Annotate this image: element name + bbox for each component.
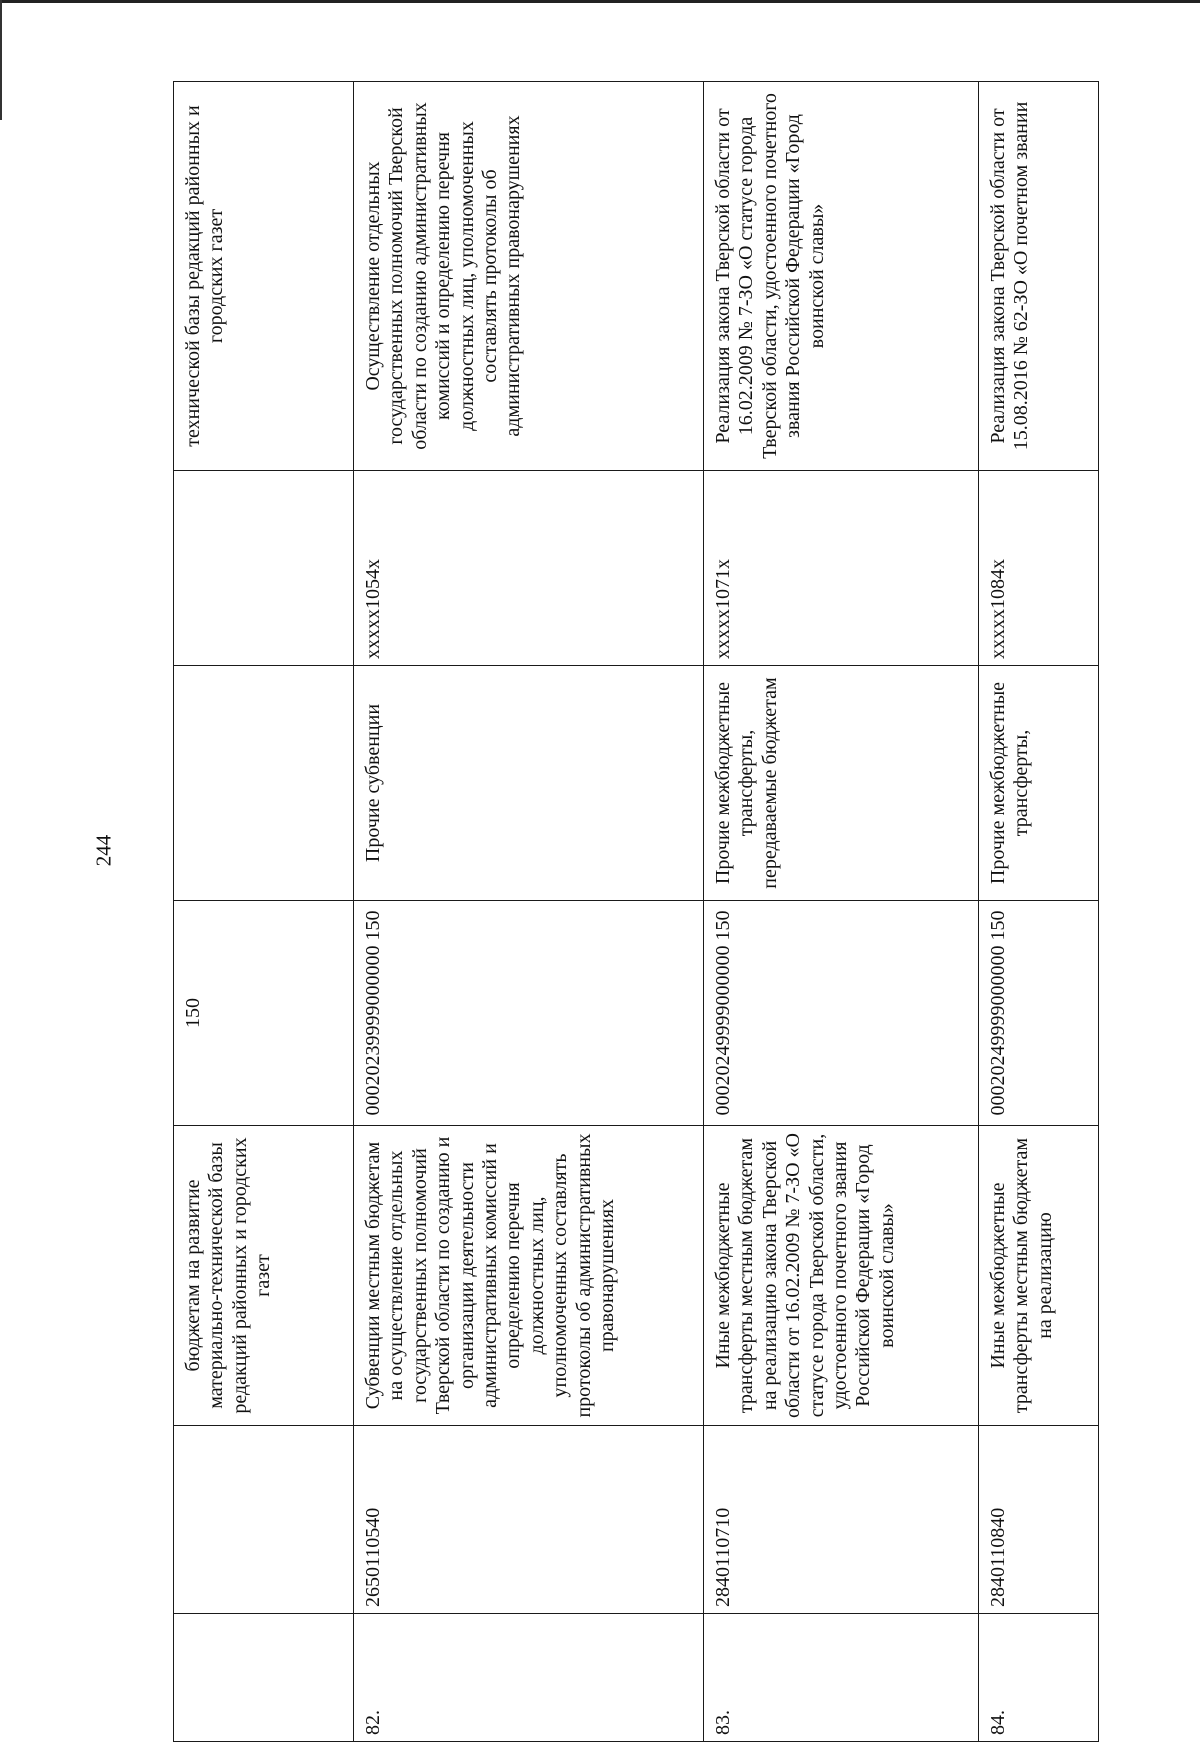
target-code-cell: 2840110840 xyxy=(979,1426,1099,1614)
target-code-cell: 2840110710 xyxy=(704,1426,979,1614)
target-code-cell: 2650110540 xyxy=(354,1426,704,1614)
transfer-type-cell: Прочие межбюджетные трансферты, передаваемые бюджетам xyxy=(704,666,979,901)
table-body xyxy=(174,82,1099,1742)
table-row xyxy=(704,82,979,1742)
budget-classification-code-cell: 00020249999000000 150 xyxy=(979,901,1099,1126)
transfer-purpose-cell: Реализация закона Тверской области от 16.02.2009 № 7-ЗО «О статусе города Тверской области, удостоенного почетного звания Российской Федерации «Город воинской славы» xyxy=(704,82,979,471)
row-number-cell: 84. xyxy=(979,1614,1099,1742)
transfer-code-cell: xxxxx1071x xyxy=(704,471,979,666)
target-code-cell xyxy=(174,1426,354,1614)
transfer-code-cell xyxy=(174,471,354,666)
budget-transfers-table xyxy=(173,81,1099,1742)
scan-top-edge xyxy=(0,0,1200,3)
budget-classification-code-cell: 150 xyxy=(174,901,354,1126)
page-number: 244 xyxy=(91,834,116,867)
table-row xyxy=(174,82,354,1742)
budget-classification-code-cell: 00020239999000000 150 xyxy=(354,901,704,1126)
row-number-cell: 82. xyxy=(354,1614,704,1742)
transfer-purpose-cell: Осуществление отдельных государственных полномочий Тверской области по созданию административных комиссий и определению перечня должностных лиц, уполномоченных составлять протоколы об административных правонарушениях xyxy=(354,82,704,471)
transfer-name-cell: Иные межбюджетные трансферты местным бюджетам на реализацию закона Тверской области от 16.02.2009 № 7-ЗО «О статусе города Тверской области, удостоенного почетного звания Российской Федерации «Город воинской славы» xyxy=(704,1126,979,1426)
transfer-name-cell: Субвенции местным бюджетам на осуществление отдельных государственных полномочий Тверской области по созданию и организации деятельности административных комиссий и определению перечня должностных лиц, уполномоченных составлять протоколы об административных правонарушениях xyxy=(354,1126,704,1426)
table-row xyxy=(979,82,1099,1742)
transfer-type-cell xyxy=(174,666,354,901)
transfer-type-cell: Прочие межбюджетные трансферты, xyxy=(979,666,1099,901)
transfer-purpose-cell: технической базы редакций районных и городских газет xyxy=(174,82,354,471)
budget-classification-code-cell: 00020249999000000 150 xyxy=(704,901,979,1126)
transfer-code-cell: xxxxx1054x xyxy=(354,471,704,666)
scan-left-edge xyxy=(0,0,2,120)
transfer-name-cell: Иные межбюджетные трансферты местным бюджетам на реализацию xyxy=(979,1126,1099,1426)
rotated-table-container xyxy=(173,82,1098,1742)
transfer-name-cell: бюджетам на развитие материально-технической базы редакций районных и городских газет xyxy=(174,1126,354,1426)
transfer-code-cell: xxxxx1084x xyxy=(979,471,1099,666)
table-row xyxy=(354,82,704,1742)
transfer-purpose-cell: Реализация закона Тверской области от 15.08.2016 № 62-ЗО «О почетном звании xyxy=(979,82,1099,471)
transfer-type-cell: Прочие субвенции xyxy=(354,666,704,901)
row-number-cell: 83. xyxy=(704,1614,979,1742)
row-number-cell xyxy=(174,1614,354,1742)
